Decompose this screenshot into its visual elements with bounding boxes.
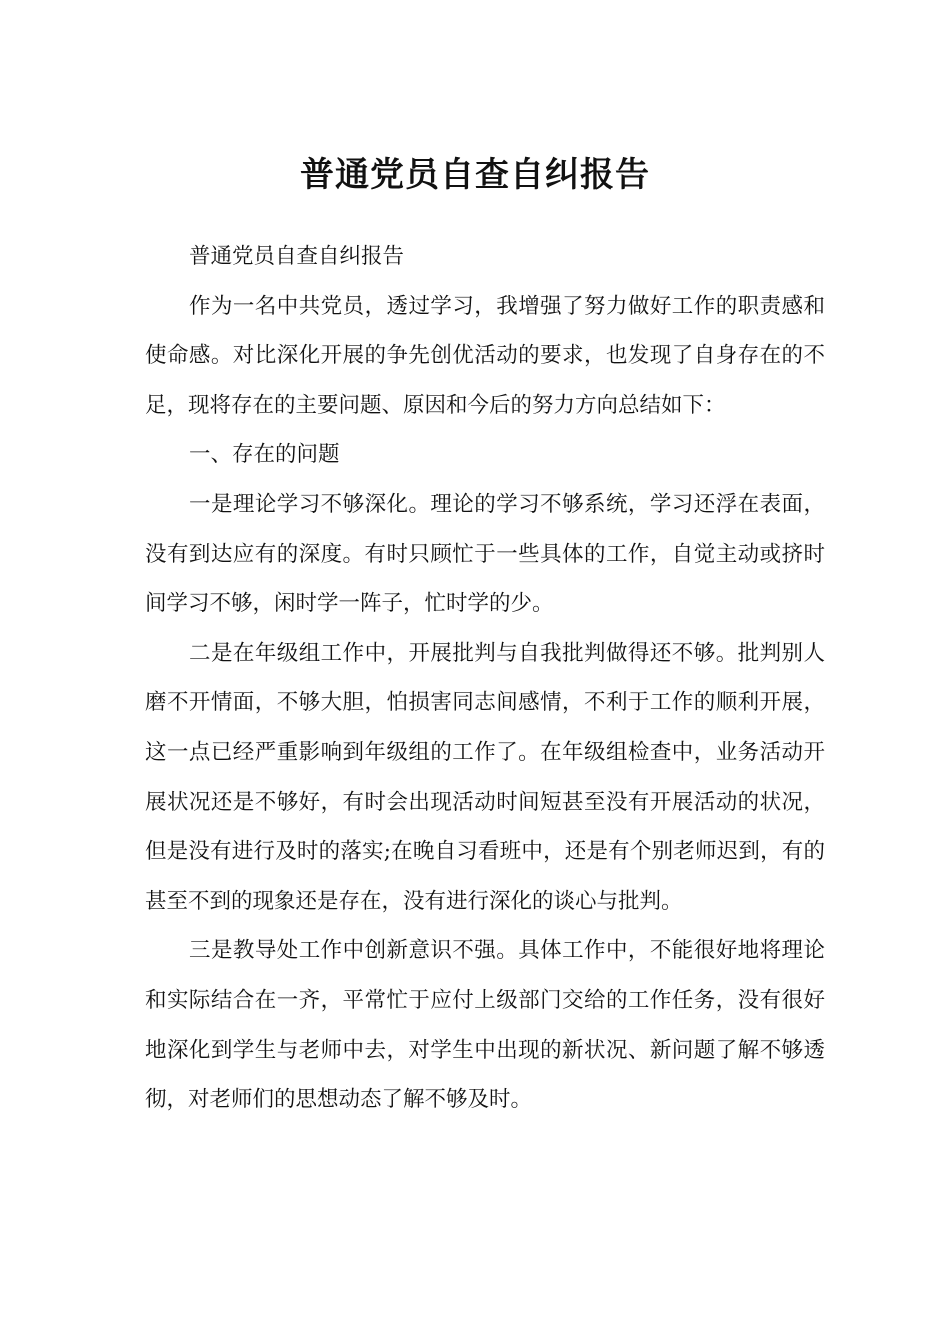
problem-three-paragraph: 三是教导处工作中创新意识不强。具体工作中，不能很好地将理论和实际结合在一齐，平常忙于应付上级部门交给的工作任务，没有很好地深化到学生与老师中去，对学生中出现的新状况、新问题了解不够透彻，对老师们的思想动态了解不够及时。 [145,938,825,1113]
intro-paragraph: 作为一名中共党员，透过学习，我增强了努力做好工作的职责感和使命感。对比深化开展的争先创优活动的要求，也发现了自身存在的不足，现将存在的主要问题、原因和今后的努力方向总结如下： [145,293,825,418]
problem-two-paragraph: 二是在年级组工作中，开展批判与自我批判做得还不够。批判别人磨不开情面，不够大胆，怕损害同志间感情，不利于工作的顺利开展，这一点已经严重影响到年级组的工作了。在年级组检查中，业务活动开展状况还是不够好，有时会出现活动时间短甚至没有开展活动的状况，但是没有进行及时的落实;在晚自习看班中，还是有个别老师迟到，有的甚至不到的现象还是存在，没有进行深化的谈心与批判。 [145,640,825,914]
document-title: 普通党员自查自纠报告 [300,154,650,195]
document-body [145,232,825,1125]
section-heading: 一、存在的问题 [189,442,340,468]
subtitle-paragraph: 普通党员自查自纠报告 [189,244,405,269]
problem-one-paragraph: 一是理论学习不够深化。理论的学习不够系统，学习还浮在表面，没有到达应有的深度。有时只顾忙于一些具体的工作，自觉主动或挤时间学习不够，闲时学一阵子，忙时学的少。 [145,491,825,617]
